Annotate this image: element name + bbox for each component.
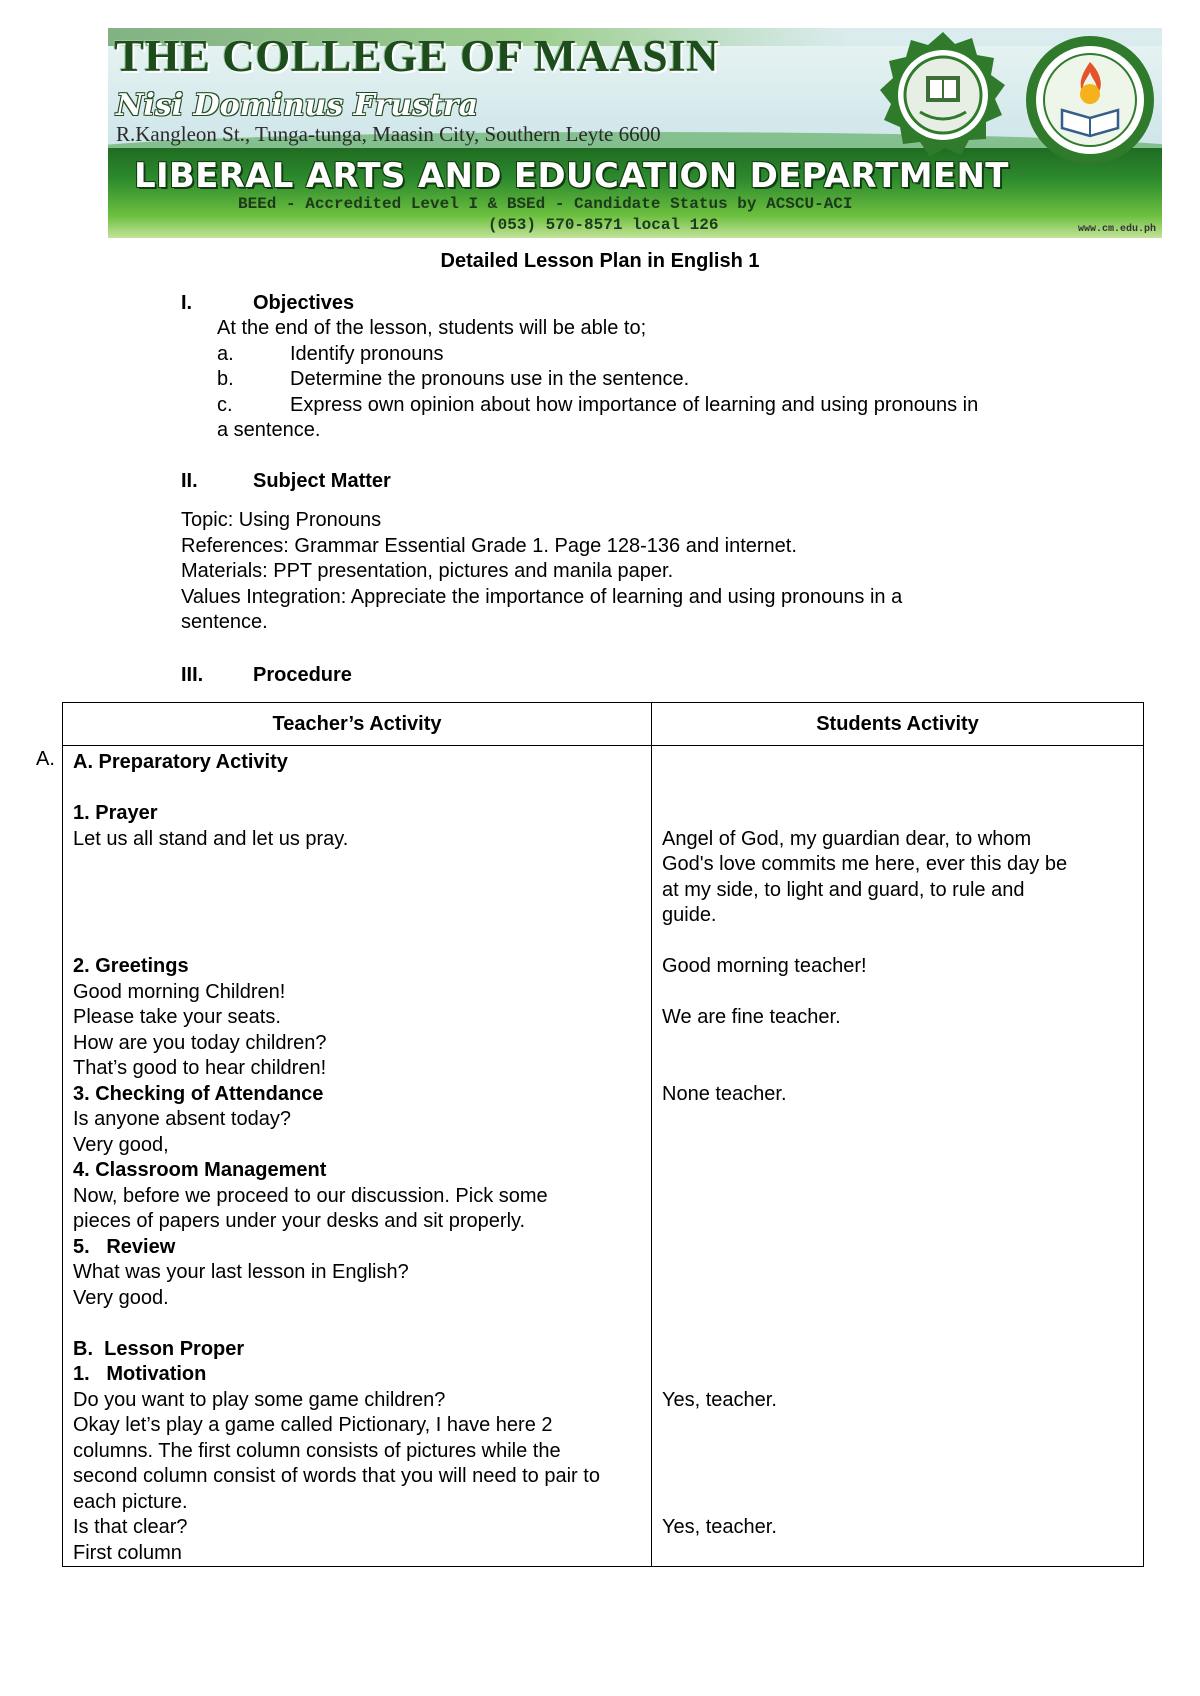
subject-matter-heading xyxy=(181,469,391,495)
preparatory-heading: A. Preparatory Activity xyxy=(73,751,288,773)
topic-line: Topic: Using Pronouns xyxy=(181,509,382,531)
spacer xyxy=(73,1311,641,1337)
values-line: Values Integration: Appreciate the importance of learning and using pronouns in a xyxy=(181,585,903,608)
motivation-students: Yes, teacher. xyxy=(662,1388,777,1411)
department-seal-icon xyxy=(1022,32,1158,168)
header-banner xyxy=(108,28,1162,238)
college-seal-icon xyxy=(878,30,1008,160)
attendance-teacher: Is anyone absent today? xyxy=(73,1108,291,1130)
spacer xyxy=(662,801,1133,827)
spacer xyxy=(662,776,1133,802)
spacer xyxy=(662,1107,1133,1133)
table-row xyxy=(63,746,1144,1567)
spacer xyxy=(662,1056,1133,1082)
subject-matter-body xyxy=(181,508,1041,636)
spacer xyxy=(73,903,641,929)
motivation-teacher: Do you want to play some game children? xyxy=(73,1388,446,1411)
procedure-numeral: III. xyxy=(181,664,204,686)
greetings-teacher: Please take your seats. xyxy=(73,1006,281,1028)
objectives-heading xyxy=(181,291,354,317)
college-name: THE COLLEGE OF MAASIN xyxy=(114,31,720,81)
spacer xyxy=(662,1209,1133,1235)
spacer xyxy=(73,852,641,878)
prayer-students: at my side, to light and guard, to rule and xyxy=(662,878,1025,901)
spacer xyxy=(662,1311,1133,1337)
motivation-teacher: First column xyxy=(73,1541,182,1564)
motivation-teacher: Okay let’s play a game called Pictionary, I have here 2 xyxy=(73,1414,553,1436)
review-heading: 5. Review xyxy=(73,1235,176,1258)
greetings-students: We are fine teacher. xyxy=(662,1006,841,1028)
teacher-activity-cell xyxy=(63,746,652,1567)
spacer xyxy=(662,1362,1133,1388)
objective-letter: b. xyxy=(217,368,234,390)
motivation-heading: 1. Motivation xyxy=(73,1363,207,1385)
prayer-heading: 1. Prayer xyxy=(73,802,158,824)
spacer xyxy=(73,776,641,802)
website-line: www.cm.edu.ph xyxy=(1077,224,1156,235)
procedure-heading xyxy=(181,663,352,689)
spacer xyxy=(662,980,1133,1006)
materials-line: Materials: PPT presentation, pictures and manila paper. xyxy=(181,560,674,582)
objective-text: Express own opinion about how importance of learning and using pronouns in xyxy=(290,393,979,416)
attendance-teacher: Very good, xyxy=(73,1133,169,1156)
objective-letter: c. xyxy=(217,393,233,416)
spacer xyxy=(73,929,641,955)
spacer xyxy=(662,1490,1133,1516)
objective-continuation: a sentence. xyxy=(217,419,321,441)
values-line-continued: sentence. xyxy=(181,611,268,633)
spacer xyxy=(662,1260,1133,1286)
attendance-students: None teacher. xyxy=(662,1082,787,1105)
greetings-teacher: How are you today children? xyxy=(73,1031,327,1054)
spacer xyxy=(662,1439,1133,1465)
greetings-heading: 2. Greetings xyxy=(73,955,189,977)
department-name: LIBERAL ARTS AND EDUCATION DEPARTMENT xyxy=(134,156,1009,196)
spacer xyxy=(662,1031,1133,1057)
spacer xyxy=(73,878,641,904)
attendance-heading: 3. Checking of Attendance xyxy=(73,1082,324,1105)
subject-matter-title: Subject Matter xyxy=(253,470,391,492)
subject-matter-numeral: II. xyxy=(181,470,198,492)
prayer-students: Angel of God, my guardian dear, to whom xyxy=(662,827,1032,850)
spacer xyxy=(662,1184,1133,1210)
objective-letter: a. xyxy=(217,342,234,365)
spacer xyxy=(662,929,1133,955)
accreditation-line: BEEd - Accredited Level I & BSEd - Candidate Status by ACSCU-ACI xyxy=(238,195,853,213)
spacer xyxy=(662,750,1133,776)
greetings-teacher: That’s good to hear children! xyxy=(73,1057,327,1079)
college-address: R.Kangleon St., Tunga-tunga, Maasin City, Southern Leyte 6600 xyxy=(116,122,661,146)
spacer xyxy=(662,1413,1133,1439)
students-column-header: Students Activity xyxy=(652,703,1144,746)
objectives-numeral: I. xyxy=(181,292,193,314)
management-heading: 4. Classroom Management xyxy=(73,1159,327,1181)
greetings-students: Good morning teacher! xyxy=(662,955,867,977)
motivation-teacher: Is that clear? xyxy=(73,1516,188,1538)
review-teacher: What was your last lesson in English? xyxy=(73,1261,409,1283)
row-marker: A. xyxy=(36,748,55,770)
greetings-teacher: Good morning Children! xyxy=(73,980,286,1003)
motivation-teacher: columns. The first column consists of pictures while the xyxy=(73,1439,561,1462)
management-teacher: pieces of papers under your desks and sit properly. xyxy=(73,1210,526,1232)
spacer xyxy=(662,1158,1133,1184)
objective-item xyxy=(217,342,1077,368)
procedure-title: Procedure xyxy=(253,664,352,686)
motivation-teacher: each picture. xyxy=(73,1490,188,1513)
procedure-table xyxy=(62,702,1144,1567)
table-header-row xyxy=(63,703,1144,746)
college-motto: Nisi Dominus Frustra xyxy=(116,88,479,123)
objective-text: Identify pronouns xyxy=(290,342,444,365)
spacer xyxy=(662,1235,1133,1261)
review-teacher: Very good. xyxy=(73,1286,169,1309)
references-line: References: Grammar Essential Grade 1. Page 128-136 and internet. xyxy=(181,534,797,557)
motivation-teacher: second column consist of words that you will need to pair to xyxy=(73,1465,600,1487)
teacher-column-header: Teacher’s Activity xyxy=(63,703,652,746)
lesson-proper-heading: B. Lesson Proper xyxy=(73,1337,245,1360)
management-teacher: Now, before we proceed to our discussion. Pick some xyxy=(73,1184,548,1207)
objective-item xyxy=(217,393,1077,419)
prayer-teacher: Let us all stand and let us pray. xyxy=(73,827,349,850)
document-title: Detailed Lesson Plan in English 1 xyxy=(440,250,760,272)
spacer xyxy=(662,1464,1133,1490)
prayer-students: God's love commits me here, ever this day be xyxy=(662,853,1068,875)
objective-text: Determine the pronouns use in the sentence. xyxy=(290,368,690,390)
phone-line: (053) 570-8571 local 126 xyxy=(488,216,719,234)
objectives-intro: At the end of the lesson, students will be able to; xyxy=(217,317,647,339)
spacer xyxy=(662,1286,1133,1312)
spacer xyxy=(662,1337,1133,1363)
objective-item xyxy=(217,367,1077,393)
prayer-students: guide. xyxy=(662,904,717,926)
motivation-students: Yes, teacher. xyxy=(662,1516,777,1538)
spacer xyxy=(662,1133,1133,1159)
objectives-title: Objectives xyxy=(253,292,355,314)
students-activity-cell xyxy=(652,746,1144,1567)
objectives-list xyxy=(217,316,1077,444)
